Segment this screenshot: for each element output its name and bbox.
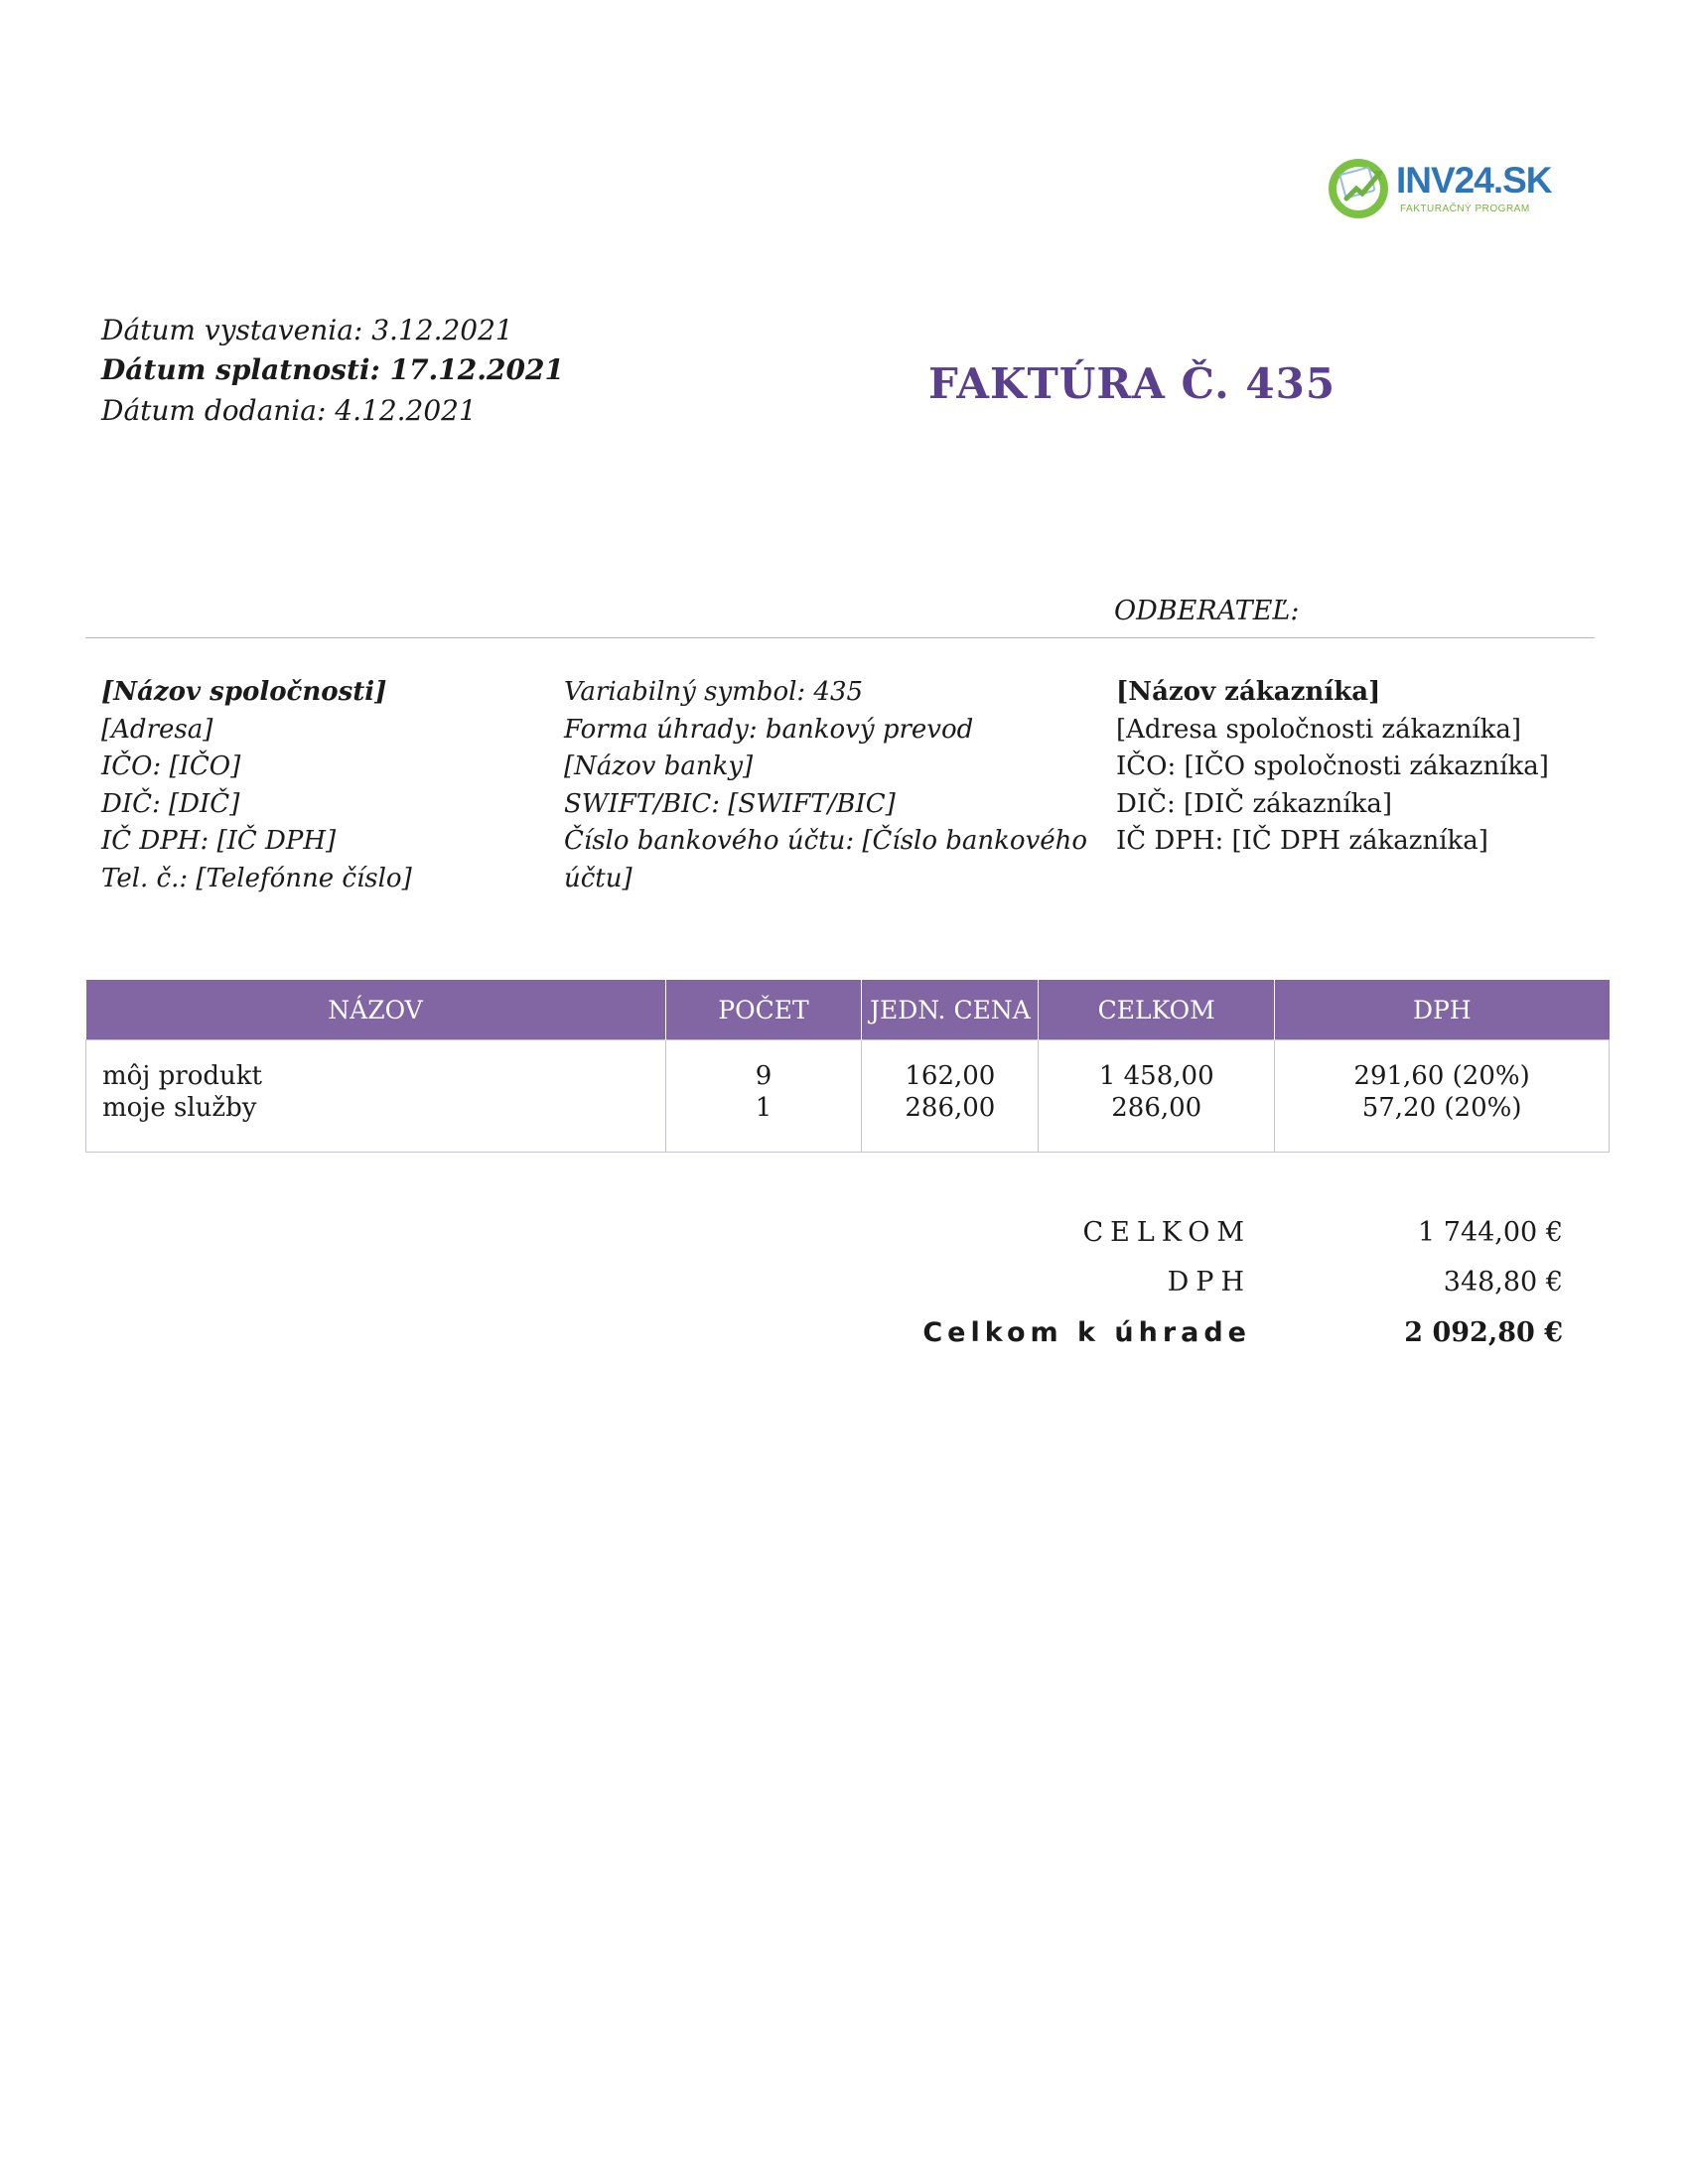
header-name: NÁZOV xyxy=(86,980,666,1040)
subtotal-label: CELKOM xyxy=(1082,1217,1251,1248)
header-quantity: POČET xyxy=(665,980,862,1040)
item-totals xyxy=(1039,1040,1275,1153)
buyer-company-name: [Názov zákazníka] xyxy=(1116,677,1381,707)
subtotal-value: 1 744,00 € xyxy=(1418,1217,1563,1248)
bank-account-cont: účtu] xyxy=(564,863,633,893)
item-total: 286,00 xyxy=(1111,1093,1202,1123)
vat-label: DPH xyxy=(1167,1267,1251,1297)
item-vat: 291,60 (20%) xyxy=(1353,1061,1530,1091)
swift-bic: SWIFT/BIC: [SWIFT/BIC] xyxy=(564,788,896,819)
buyer-address: [Adresa spoločnosti zákazníka] xyxy=(1116,714,1522,745)
amount-due-value: 2 092,80 € xyxy=(1404,1317,1563,1348)
item-quantities xyxy=(665,1040,862,1153)
seller-ic-dph: IČ DPH: [IČ DPH] xyxy=(101,826,337,856)
item-quantity: 9 xyxy=(755,1061,773,1091)
item-quantity: 1 xyxy=(755,1093,773,1123)
table-header-row xyxy=(86,980,1610,1040)
item-vat: 57,20 (20%) xyxy=(1361,1093,1522,1123)
seller-company-name: [Názov spoločnosti] xyxy=(101,677,387,707)
item-unit-price: 286,00 xyxy=(905,1093,996,1123)
buyer-dic: DIČ: [DIČ zákazníka] xyxy=(1116,788,1393,819)
vat-value: 348,80 € xyxy=(1443,1267,1563,1297)
payment-info xyxy=(564,674,1087,897)
seller-phone: Tel. č.: [Telefónne číslo] xyxy=(101,863,412,893)
header-unit-price: JEDN. CENA xyxy=(862,980,1039,1040)
amount-due-label: Celkom k úhrade xyxy=(922,1317,1251,1348)
item-name: môj produkt xyxy=(102,1061,262,1091)
item-vats xyxy=(1275,1040,1610,1153)
seller-dic: DIČ: [DIČ] xyxy=(101,788,240,819)
issue-date: Dátum vystavenia: 3.12.2021 xyxy=(101,314,513,346)
buyer-ico: IČO: [IČO spoločnosti zákazníka] xyxy=(1116,751,1549,781)
payment-method: Forma úhrady: bankový prevod xyxy=(564,714,974,745)
item-unit-prices xyxy=(862,1040,1039,1153)
variable-symbol: Variabilný symbol: 435 xyxy=(564,677,864,707)
bank-account: Číslo bankového účtu: [Číslo bankového xyxy=(564,826,1088,856)
item-names xyxy=(86,1040,666,1153)
divider xyxy=(85,637,1595,638)
item-unit-price: 162,00 xyxy=(905,1061,996,1091)
due-date: Dátum splatnosti: 17.12.2021 xyxy=(101,353,564,386)
seller-ico: IČO: [IČO] xyxy=(101,751,241,781)
bank-name: [Názov banky] xyxy=(564,751,754,781)
seller-info xyxy=(101,674,412,897)
item-total: 1 458,00 xyxy=(1098,1061,1214,1091)
seller-address: [Adresa] xyxy=(101,714,213,745)
item-name: moje služby xyxy=(102,1093,257,1123)
logo-wordmark: INV24.SK xyxy=(1396,160,1552,201)
buyer-info xyxy=(1116,674,1549,861)
buyer-heading: ODBERATEĽ: xyxy=(1114,596,1300,626)
header-vat: DPH xyxy=(1275,980,1610,1040)
items-table xyxy=(85,980,1610,1153)
invoice-title: FAKTÚRA Č. 435 xyxy=(928,359,1336,408)
logo-icon xyxy=(1329,159,1388,218)
header-total: CELKOM xyxy=(1039,980,1275,1040)
table-row xyxy=(86,1040,1610,1153)
delivery-date: Dátum dodania: 4.12.2021 xyxy=(101,394,477,427)
buyer-ic-dph: IČ DPH: [IČ DPH zákazníka] xyxy=(1116,826,1488,856)
logo-tagline: FAKTURAČNÝ PROGRAM xyxy=(1400,204,1530,214)
